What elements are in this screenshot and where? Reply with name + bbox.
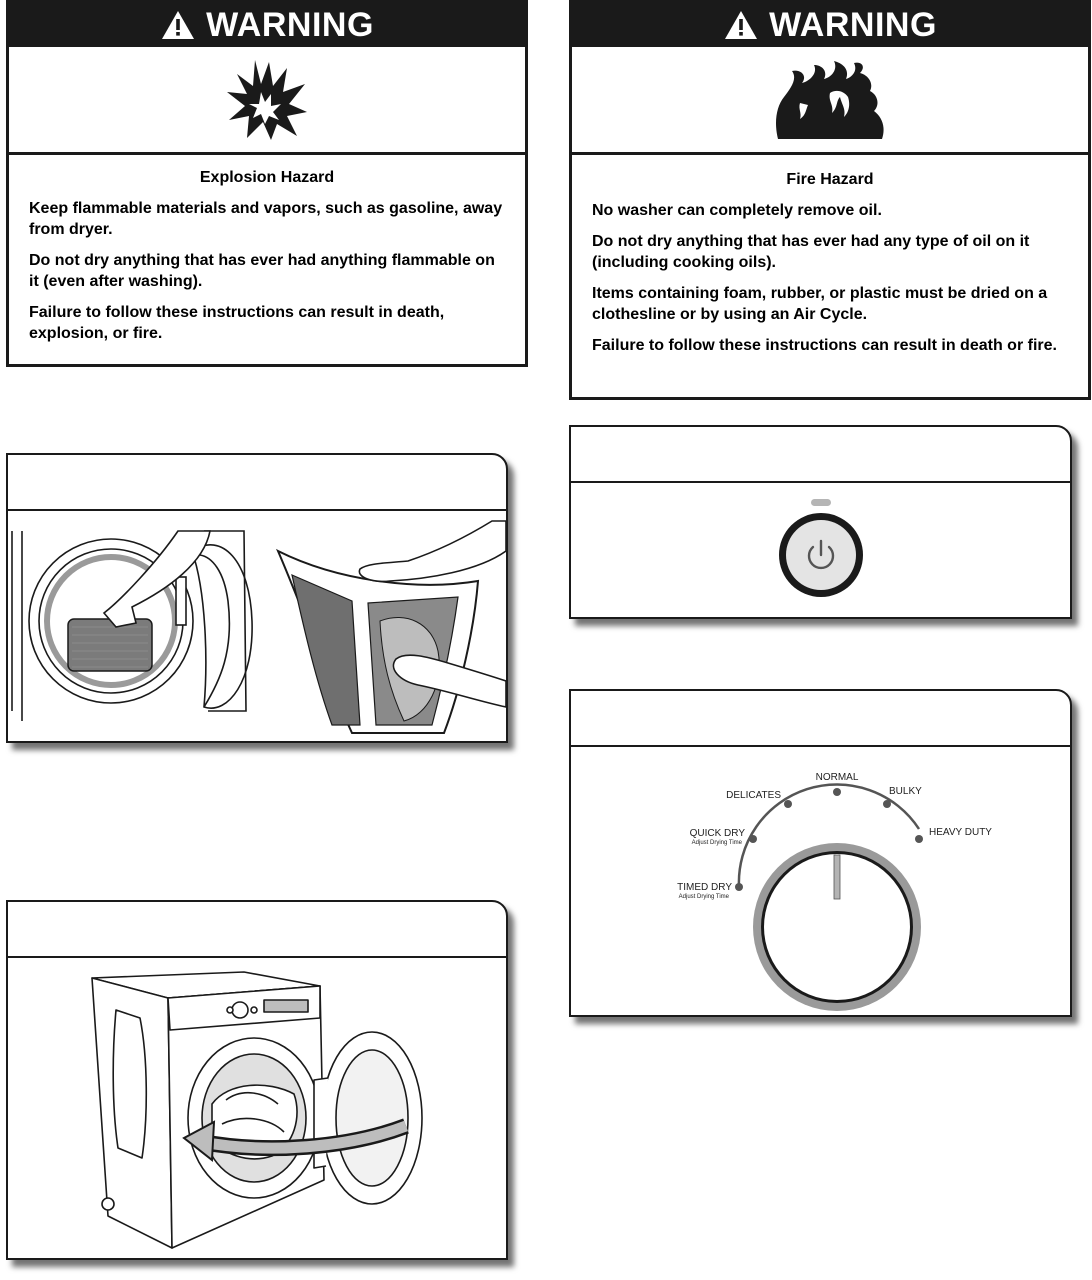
dial-option-delicates: DELICATES [726, 790, 781, 801]
hand-drawing [104, 531, 210, 627]
warning-line: Failure to follow these instructions can result in death or fire. [592, 337, 1057, 354]
dial-pointer [834, 855, 840, 899]
lint-screen-panel [6, 453, 508, 743]
lint-screen-illustration [8, 511, 506, 741]
warning-line: Do not dry anything that has ever had any type of oil on it (including cooking oils). [592, 233, 1030, 271]
dial-option-quick-dry: QUICK DRY [689, 828, 745, 839]
cycle-dial-illustration [571, 747, 1070, 1015]
hand-drawing [359, 521, 506, 581]
warning-line: Items containing foam, rubber, or plastic must be dried on a clothesline or by using an Air Cycle. [592, 285, 1048, 323]
dial-option-timed-dry-sub: Adjust Drying Time [678, 894, 729, 900]
warning-header [9, 3, 525, 47]
panel-header-bar [8, 902, 506, 958]
cycle-dial-panel [569, 689, 1072, 1017]
fire-icon-area [572, 47, 1088, 155]
panel-header-bar [571, 427, 1070, 483]
dial-option-bulky: BULKY [889, 786, 922, 797]
dial-option-heavy-duty: HEAVY DUTY [929, 827, 992, 838]
explosion-icon [225, 58, 309, 142]
panel-header-bar [571, 691, 1070, 747]
hazard-title: Explosion Hazard [199, 169, 335, 186]
dial-option-timed-dry: TIMED DRY [677, 882, 732, 893]
warning-heading: WARNING [206, 6, 374, 44]
warning-triangle-icon [723, 9, 759, 41]
warning-header [572, 3, 1088, 47]
warning-heading: WARNING [769, 6, 937, 44]
fire-icon [770, 57, 890, 143]
dryer-loading-illustration [8, 958, 506, 1258]
warning-line: Failure to follow these instructions can result in death, explosion, or fire. [29, 304, 445, 342]
dial-option-normal: NORMAL [815, 772, 859, 783]
panel-header-bar [8, 455, 506, 511]
warning-line: Do not dry anything that has ever had anything flammable on it (even after washing). [29, 252, 495, 290]
warning-triangle-icon [160, 9, 196, 41]
explosion-warning-box [6, 0, 528, 367]
warning-line: No washer can completely remove oil. [592, 202, 882, 219]
fire-warning-box [569, 0, 1091, 400]
hazard-title: Fire Hazard [786, 171, 874, 188]
load-dryer-panel [6, 900, 508, 1260]
power-indicator-light [811, 499, 831, 506]
explosion-icon-area [9, 47, 525, 155]
power-button-panel [569, 425, 1072, 619]
warning-line: Keep flammable materials and vapors, such as gasoline, away from dryer. [29, 200, 503, 238]
dial-option-quick-dry-sub: Adjust Drying Time [691, 840, 742, 846]
power-button-illustration [571, 483, 1070, 617]
